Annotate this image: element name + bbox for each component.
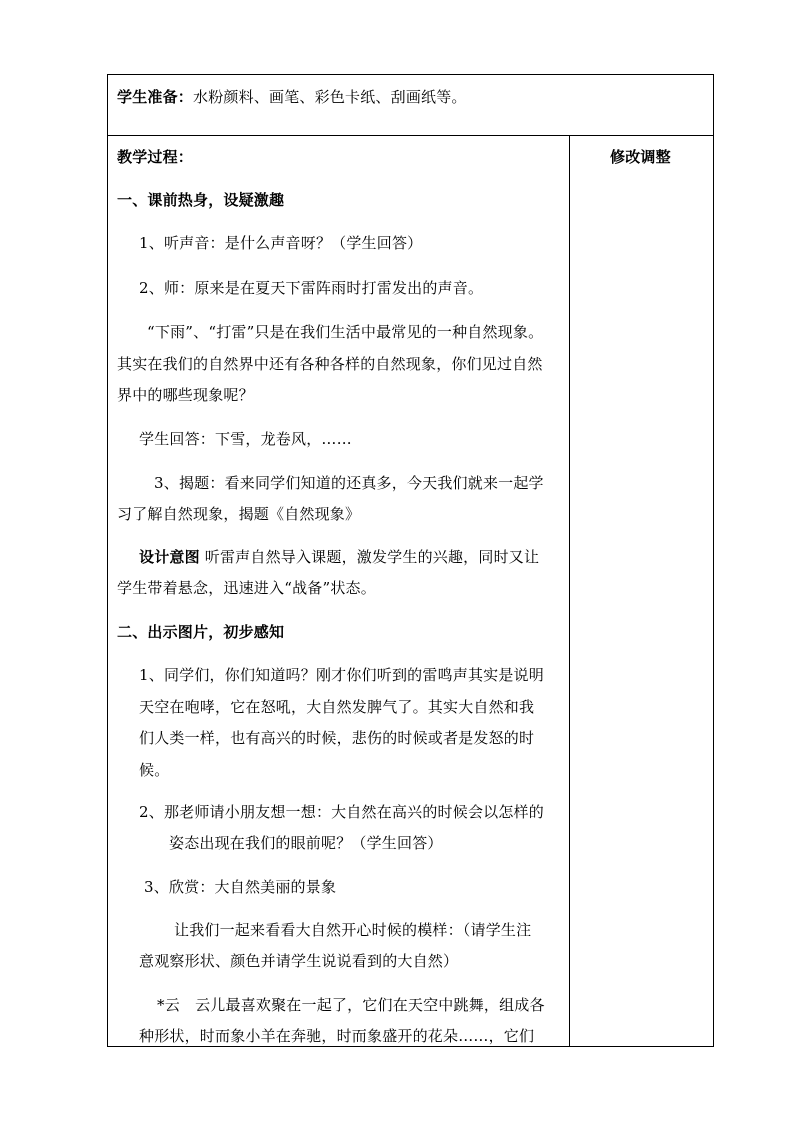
adjust-header: 修改调整 bbox=[610, 148, 671, 166]
section2-item1-line2: 天空在咆哮，它在怒吼，大自然发脾气了。其实大自然和我 bbox=[139, 698, 535, 716]
section1-para-line3: 界中的哪些现象呢？ bbox=[117, 386, 254, 404]
student-prep-row bbox=[108, 75, 713, 136]
section2-item1-line1: 1、同学们，你们知道吗？刚才你们听到的雷鸣声其实是说明 bbox=[139, 666, 544, 684]
section1-item3-line1: 3、揭题：看来同学们知道的还真多，今天我们就来一起学 bbox=[154, 474, 544, 492]
design-intent-text1: 听雷声自然导入课题，激发学生的兴趣，同时又让 bbox=[204, 548, 540, 566]
student-prep-text: 水粉颜料、画笔、彩色卡纸、刮画纸等。 bbox=[193, 88, 467, 106]
section1-para-line2: 其实在我们的自然界中还有各种各样的自然现象，你们见过自然 bbox=[117, 355, 543, 373]
design-intent-line2: 学生带着悬念，迅速进入“战备”状态。 bbox=[117, 579, 376, 597]
section1-para-line1: “下雨”、“打雷”只是在我们生活中最常见的一种自然现象。 bbox=[147, 323, 544, 341]
section1-item3-line2: 习了解自然现象，揭题《自然现象》 bbox=[117, 505, 361, 523]
design-intent-label: 设计意图 bbox=[139, 548, 200, 566]
process-title: 教学过程： bbox=[117, 148, 194, 166]
cloud-line1: *云 云儿最喜欢聚在一起了，它们在天空中跳舞，组成各 bbox=[157, 996, 545, 1014]
section2-para-line1: 让我们一起来看看大自然开心时候的模样：（请学生注 bbox=[174, 921, 532, 939]
design-intent-line1 bbox=[139, 547, 539, 567]
section2-item2-line2: 姿态出现在我们的眼前呢？（学生回答） bbox=[169, 834, 443, 852]
section2-item3: 3、欣赏：大自然美丽的景象 bbox=[144, 878, 337, 896]
section2-item1-line3: 们人类一样，也有高兴的时候，悲伤的时候或者是发怒的时 bbox=[139, 729, 535, 747]
section1-answer: 学生回答：下雪，龙卷风，…… bbox=[139, 430, 352, 448]
lesson-plan-table bbox=[107, 74, 714, 1047]
section2-para-line2: 意观察形状、颜色并请学生说说看到的大自然） bbox=[139, 952, 459, 970]
section1-heading: 一、课前热身，设疑激趣 bbox=[117, 191, 285, 209]
section1-item2: 2、师：原来是在夏天下雷阵雨时打雷发出的声音。 bbox=[139, 279, 484, 297]
section2-heading: 二、出示图片，初步感知 bbox=[117, 623, 285, 641]
section1-item1: 1、听声音：是什么声音呀？（学生回答） bbox=[139, 234, 423, 252]
section2-item2-line1: 2、那老师请小朋友想一想：大自然在高兴的时候会以怎样的 bbox=[139, 803, 544, 821]
cloud-line2: 种形状，时而象小羊在奔驰，时而象盛开的花朵……，它们 bbox=[139, 1027, 535, 1045]
student-prep-label: 学生准备： bbox=[117, 88, 194, 106]
section2-item1-line4: 候。 bbox=[139, 761, 170, 779]
adjust-column bbox=[570, 136, 713, 1046]
student-prep-line bbox=[117, 87, 467, 107]
